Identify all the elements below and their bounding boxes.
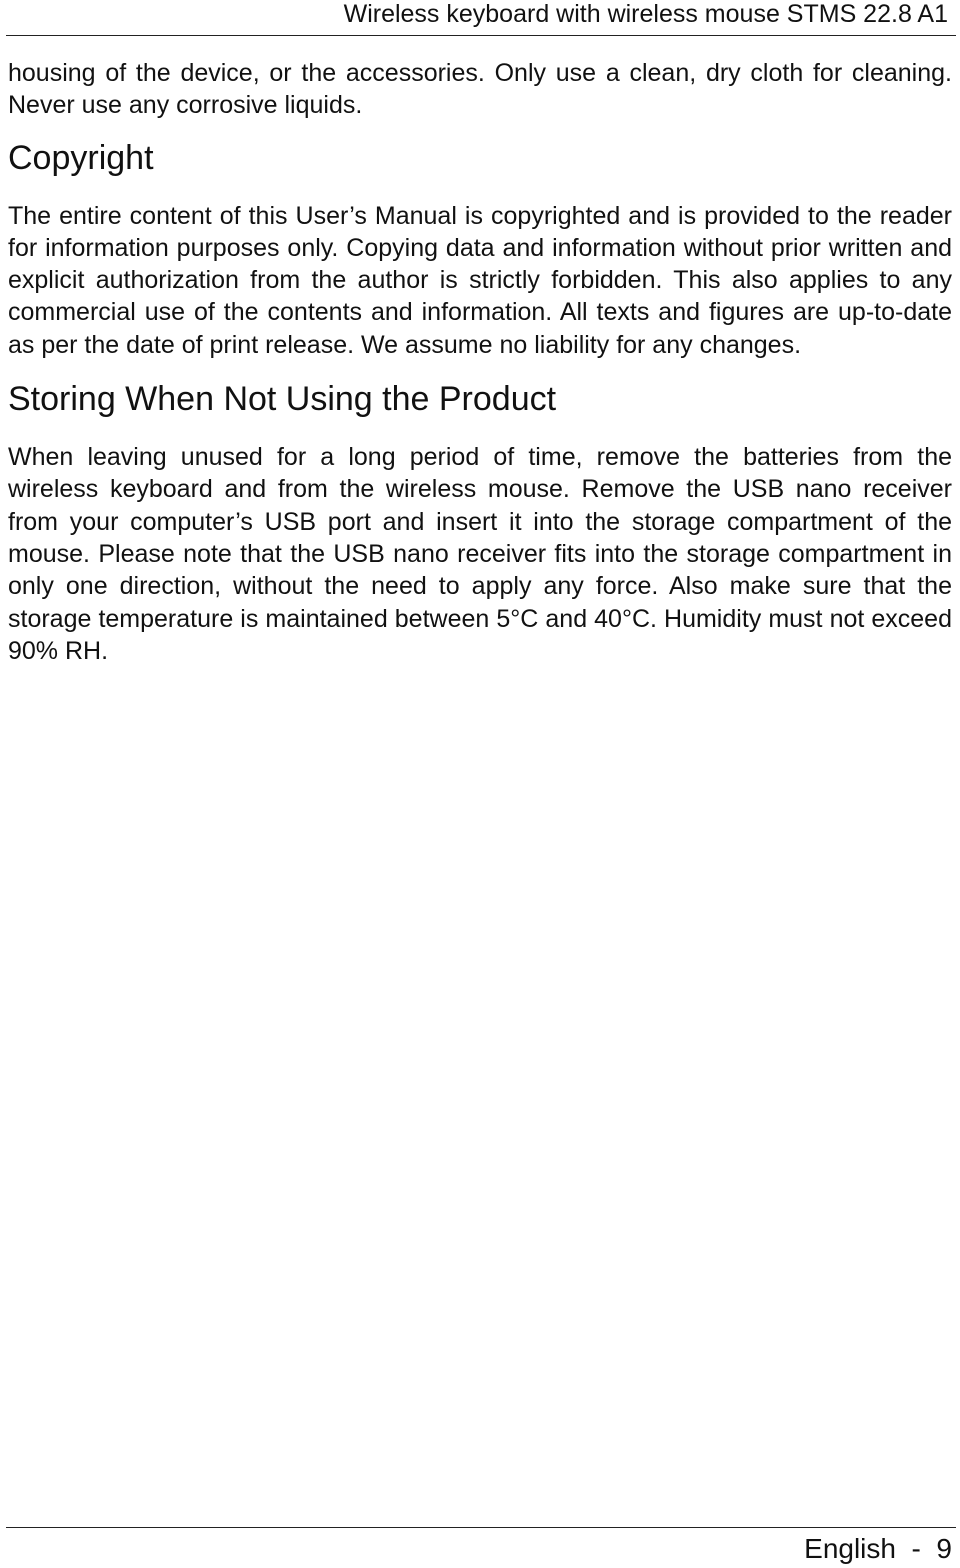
running-header-title: Wireless keyboard with wireless mouse STMS 22.8 A1 bbox=[343, 0, 948, 28]
intro-paragraph: housing of the device, or the accessories. Only use a clean, dry cloth for cleaning. Never use any corrosive liquids. bbox=[8, 59, 952, 120]
copyright-paragraph: The entire content of this User’s Manual is copyrighted and is provided to the reader for information purposes only. Copying data and information without prior written and explicit authorization from the author is strictly forbidden. This also applies to any commercial use of the contents and information. All texts and figures are up-to-date as per the date of print release. We assume no liability for any changes. bbox=[8, 201, 952, 359]
page-number-label: English - 9 bbox=[804, 1533, 952, 1564]
section-heading-storing: Storing When Not Using the Product bbox=[8, 380, 557, 419]
page-content bbox=[8, 57, 952, 667]
section-heading-copyright: Copyright bbox=[8, 138, 154, 177]
storing-paragraph: When leaving unused for a long period of time, remove the batteries from the wireless keyboard and from the wireless mouse. Remove the USB nano receiver from your computer’s USB port and insert it into the storage compartment of the mouse. Please note that the USB nano receiver fits into the storage compartment in only one direction, without the need to apply any force. Also make sure that the storage temperature is maintained between 5°C and 40°C. Humidity must not exceed 90% RH. bbox=[8, 443, 952, 665]
header-divider bbox=[6, 35, 956, 36]
footer-divider bbox=[6, 1527, 956, 1528]
